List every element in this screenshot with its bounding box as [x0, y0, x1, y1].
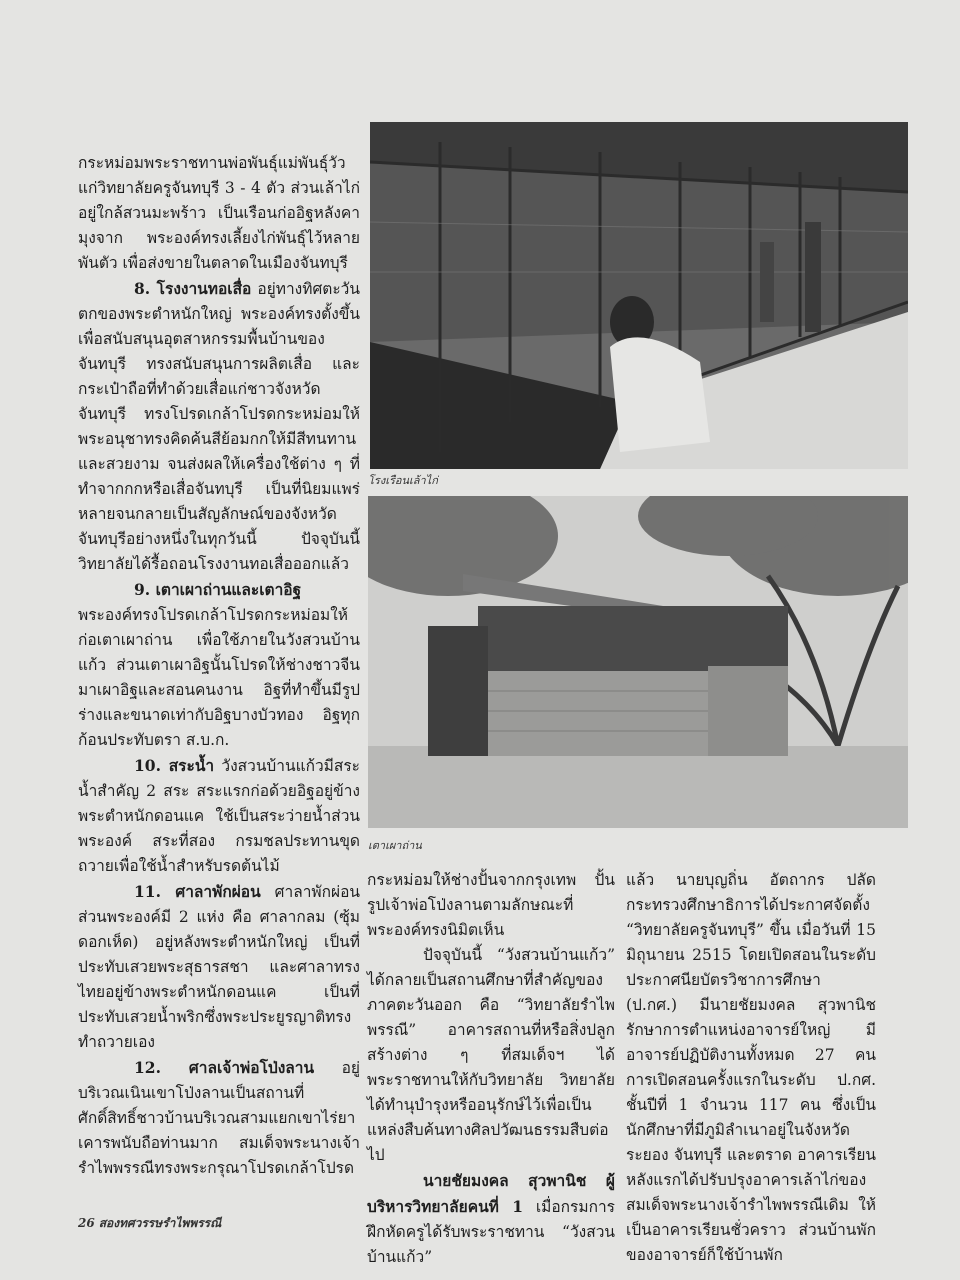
paragraph: 12. ศาลเจ้าพ่อโป่งลาน อยู่บริเวณเนินเขาโป่งลานเป็นสถานที่ศักดิ์สิทธิ์ชาวบ้านบริเวณสามแยกเขาไร่ยาเคารพนับถือท่านมาก สมเด็จพระนางเจ้ารำไพพรรณีทรงพระกรุณาโปรดเกล้าโปรด — [78, 1058, 360, 1177]
right-text-column — [626, 868, 876, 1268]
paragraph: กระหม่อมให้ช่างปั้นจากกรุงเทพ ปั้นรูปเจ้าพ่อโป่งลานตามลักษณะที่พระองค์ทรงนิมิตเห็น — [367, 871, 615, 939]
photo-caption: เตาเผาถ่าน — [368, 839, 422, 852]
page-number: 26 — [78, 1216, 95, 1230]
section-heading: นายชัยมงคล สุวพานิช ผู้บริหารวิทยาลัยคนที่ 1 — [367, 1171, 615, 1216]
paragraph: พระองค์ทรงโปรดเกล้าโปรดกระหม่อมให้ก่อเตาเผาถ่าน เพื่อใช้ภายในวังสวนบ้านแก้ว ส่วนเตาเผาอิฐนั้นโปรดให้ช่างชาวจีนมาเผาอิฐและสอนคนงาน อิฐที่ทำขึ้นมีรูปร่างและขนาดเท่ากับอิฐบางบัวทอง อิฐทุกก้อนประทับตรา ส.บ.ก. — [78, 606, 360, 749]
paragraph: ปัจจุบันนี้ “วังสวนบ้านแก้ว” ได้กลายเป็นสถานศึกษาที่สำคัญของภาคตะวันออก คือ “วิทยาลัยรำไพพรรณี” อาคารสถานที่หรือสิ่งปลูกสร้างต่าง ๆ ที่สมเด็จฯ ได้พระราชทานให้กับวิทยาลัย วิทยาลัยได้ทำนุบำรุงหรืออนุรักษ์ไว้เพื่อเป็นแหล่งสืบค้นทางศิลปวัฒนธรรมสืบต่อไป — [367, 946, 615, 1164]
paragraph: 8. โรงงานทอเสื่อ อยู่ทางทิศตะวันตกของพระตำหนักใหญ่ พระองค์ทรงตั้งขึ้นเพื่อสนับสนุนอุตสาหกรรมพื้นบ้านของจันทบุรี ทรงสนับสนุนการผลิตเสื่อ และกระเป๋าถือที่ทำด้วยเสื่อแก่ชาวจังหวัดจันทบุรี ทรงโปรดเกล้าโปรดกระหม่อมให้พระอนุชาทรงคิดค้นสีย้อมกกให้มีสีทนทานและสวยงาม จนส่งผลให้เครื่องใช้ต่าง ๆ ที่ทำจากกกหรือเสื่อจันทบุรี เป็นที่นิยมแพร่หลายจนกลายเป็นสัญลักษณ์ของจังหวัดจันทบุรีอย่างหนึ่งในทุกวันนี้ ปัจจุบันนี้วิทยาลัยได้รื้อถอนโรงงานทอเสื่อออกแล้ว — [78, 279, 360, 573]
chicken-coop-illustration — [370, 122, 908, 469]
section-heading: 8. โรงงานทอเสื่อ — [134, 279, 252, 298]
middle-text-column — [367, 868, 615, 1270]
section-heading: 9. เตาเผาถ่านและเตาอิฐ — [134, 580, 302, 599]
chicken-coop-photo — [370, 122, 908, 469]
paragraph: 10. สระน้ำ วังสวนบ้านแก้วมีสระน้ำสำคัญ 2 สระ สระแรกก่อด้วยอิฐอยู่ข้างพระตำหนักดอนแค ใช้เป็นสระว่ายน้ำส่วนพระองค์ สระที่สอง กรมชลประทานขุดถวายเพื่อใช้น้ำสำหรับรดต้นไม้ — [78, 756, 360, 875]
photo-caption: โรงเรือนเล้าไก่ — [368, 474, 438, 487]
charcoal-kiln-photo — [368, 496, 908, 828]
section-heading: 12. ศาลเจ้าพ่อโป่งลาน — [134, 1058, 315, 1077]
charcoal-kiln-illustration — [368, 496, 908, 828]
left-text-column — [78, 151, 360, 1181]
paragraph: กระหม่อมพระราชทานพ่อพันธุ์แม่พันธุ์วัวแก่วิทยาลัยครูจันทบุรี 3 - 4 ตัว ส่วนเล้าไก่อยู่ใกล้สวนมะพร้าว เป็นเรือนก่ออิฐหลังคามุงจาก พระองค์ทรงเลี้ยงไก่พันธุ์ไว้หลายพันตัว เพื่อส่งขายในตลาดในเมืองจันทบุรี — [78, 154, 360, 272]
paragraph: 11. ศาลาพักผ่อน ศาลาพักผ่อนส่วนพระองค์มี 2 แห่ง คือ ศาลากลม (ซุ้มดอกเห็ด) อยู่หลังพระตำหนักใหญ่ เป็นที่ประทับเสวยพระสุธารสชา และศาลาทรงไทยอยู่ข้างพระตำหนักดอนแค เป็นที่ประทับเสวยน้ำพริกซึ่งพระประยูรญาติทรงทำถวายเอง — [78, 882, 360, 1051]
paragraph: นายชัยมงคล สุวพานิช ผู้บริหารวิทยาลัยคนที่ 1 เมื่อกรมการฝึกหัดครูได้รับพระราชทาน “วังสวนบ้านแก้ว” — [367, 1171, 615, 1266]
section-heading: 10. สระน้ำ — [134, 756, 215, 775]
section-heading: 11. ศาลาพักผ่อน — [134, 882, 261, 901]
page-footer — [78, 1214, 225, 1233]
publication-title: สองทศวรรษรำไพพรรณี — [98, 1216, 222, 1230]
paragraph: แล้ว นายบุญถิ่น อัตถากร ปลัดกระทรวงศึกษาธิการได้ประกาศจัดตั้ง “วิทยาลัยครูจันทบุรี” ขึ้น เมื่อวันที่ 15 มิถุนายน 2515 โดยเปิดสอนในระดับประกาศนียบัตรวิชาการศึกษา (ป.กศ.) มีนายชัยมงคล สุวพานิช รักษาการตำแหน่งอาจารย์ใหญ่ มีอาจารย์ปฏิบัติงานทั้งหมด 27 คน การเปิดสอนครั้งแรกในระดับ ป.กศ. ชั้นปีที่ 1 จำนวน 117 คน ซึ่งเป็นนักศึกษาที่มีภูมิลำเนาอยู่ในจังหวัดระยอง จันทบุรี และตราด อาคารเรียนหลังแรกได้ปรับปรุงอาคารเล้าไก่ของสมเด็จพระนางเจ้ารำไพพรรณีเดิม ให้เป็นอาคารเรียนชั่วคราว ส่วนบ้านพักของอาจารย์ก็ใช้บ้านพัก — [626, 871, 876, 1264]
